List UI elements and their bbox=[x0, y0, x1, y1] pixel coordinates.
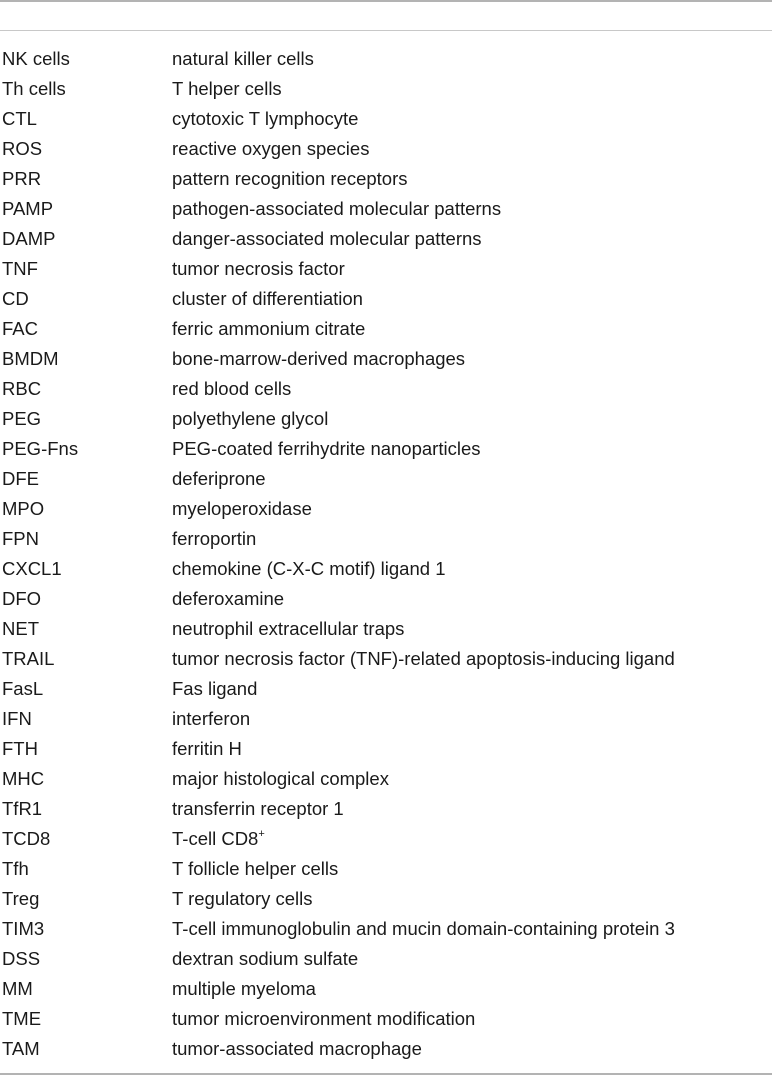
definition-text: tumor necrosis factor (TNF)-related apoptosis-inducing ligand bbox=[172, 648, 675, 669]
table-row bbox=[0, 164, 772, 194]
abbreviation-cell: CTL bbox=[2, 108, 37, 129]
definition-cell bbox=[172, 1034, 422, 1064]
table-row bbox=[0, 704, 772, 734]
definition-text: interferon bbox=[172, 708, 251, 729]
definition-text: deferiprone bbox=[172, 468, 266, 489]
definition-text: T follicle helper cells bbox=[172, 858, 339, 879]
definition-text: major histological complex bbox=[172, 768, 389, 789]
definition-cell bbox=[172, 614, 404, 644]
definition-text: pathogen-associated molecular patterns bbox=[172, 198, 502, 219]
definition-text: ferric ammonium citrate bbox=[172, 318, 366, 339]
definition-cell bbox=[172, 134, 369, 164]
definition-cell bbox=[172, 854, 338, 884]
abbreviation-cell: NK cells bbox=[2, 48, 70, 69]
definition-text: bone-marrow-derived macrophages bbox=[172, 348, 466, 369]
abbreviation-cell: RBC bbox=[2, 378, 42, 399]
definition-cell bbox=[172, 944, 358, 974]
table-row bbox=[0, 44, 772, 74]
definition-cell bbox=[172, 734, 242, 764]
table-row bbox=[0, 344, 772, 374]
abbreviation-cell: PEG bbox=[2, 408, 42, 429]
definition-cell bbox=[172, 284, 363, 314]
abbreviation-cell: ROS bbox=[2, 138, 43, 159]
definition-text: reactive oxygen species bbox=[172, 138, 370, 159]
table-row bbox=[0, 914, 772, 944]
definition-text: T-cell CD8 bbox=[172, 828, 259, 849]
abbreviation-cell: PEG-Fns bbox=[2, 438, 79, 459]
definition-text: T helper cells bbox=[172, 78, 282, 99]
definition-text: cluster of differentiation bbox=[172, 288, 363, 309]
definition-cell bbox=[172, 704, 250, 734]
definition-text: ferroportin bbox=[172, 528, 257, 549]
table-row bbox=[0, 854, 772, 884]
abbreviation-cell: MPO bbox=[2, 498, 45, 519]
abbreviation-cell: DSS bbox=[2, 948, 41, 969]
definition-cell bbox=[172, 794, 344, 824]
definition-text: PEG-coated ferrihydrite nanoparticles bbox=[172, 438, 481, 459]
table-row bbox=[0, 224, 772, 254]
definition-text: polyethylene glycol bbox=[172, 408, 329, 429]
definition-text: transferrin receptor 1 bbox=[172, 798, 344, 819]
definition-text: tumor-associated macrophage bbox=[172, 1038, 422, 1059]
table-row bbox=[0, 374, 772, 404]
definition-cell bbox=[172, 884, 313, 914]
definition-text: cytotoxic T lymphocyte bbox=[172, 108, 359, 129]
definition-cell bbox=[172, 584, 284, 614]
definition-cell bbox=[172, 104, 358, 134]
definition-cell bbox=[172, 224, 482, 254]
abbreviation-cell: MM bbox=[2, 978, 33, 999]
abbreviation-cell: Treg bbox=[2, 888, 40, 909]
definition-text: chemokine (C-X-C motif) ligand 1 bbox=[172, 558, 446, 579]
table-row bbox=[0, 524, 772, 554]
table-row bbox=[0, 74, 772, 104]
definition-text: danger-associated molecular patterns bbox=[172, 228, 482, 249]
definition-text: natural killer cells bbox=[172, 48, 314, 69]
abbreviation-cell: NET bbox=[2, 618, 39, 639]
definition-text: T-cell immunoglobulin and mucin domain-containing protein 3 bbox=[172, 918, 675, 939]
table-row bbox=[0, 314, 772, 344]
definition-text: deferoxamine bbox=[172, 588, 285, 609]
table-row bbox=[0, 944, 772, 974]
definition-text: tumor necrosis factor bbox=[172, 258, 345, 279]
abbreviation-cell: TME bbox=[2, 1008, 42, 1029]
definition-text: T regulatory cells bbox=[172, 888, 313, 909]
definition-cell bbox=[172, 824, 265, 854]
table-row bbox=[0, 1004, 772, 1034]
definition-cell bbox=[172, 404, 328, 434]
abbreviation-cell: Th cells bbox=[2, 78, 66, 99]
table-row bbox=[0, 884, 772, 914]
table-row bbox=[0, 584, 772, 614]
definition-cell bbox=[172, 644, 675, 674]
definition-text: red blood cells bbox=[172, 378, 292, 399]
definition-text: ferritin H bbox=[172, 738, 242, 759]
abbreviation-cell: FasL bbox=[2, 678, 44, 699]
table-row bbox=[0, 554, 772, 584]
table-bottom-rule bbox=[0, 1073, 772, 1075]
abbreviation-cell: TfR1 bbox=[2, 798, 43, 819]
table-row bbox=[0, 614, 772, 644]
definition-cell bbox=[172, 314, 365, 344]
definition-cell bbox=[172, 344, 465, 374]
table-row bbox=[0, 764, 772, 794]
abbreviation-table bbox=[0, 44, 772, 1064]
table-row bbox=[0, 284, 772, 314]
definition-cell bbox=[172, 674, 257, 704]
abbreviation-cell: TRAIL bbox=[2, 648, 55, 669]
table-row bbox=[0, 104, 772, 134]
abbreviation-cell: CD bbox=[2, 288, 29, 309]
abbreviation-cell: FAC bbox=[2, 318, 38, 339]
abbreviation-cell: CXCL1 bbox=[2, 558, 62, 579]
table-row bbox=[0, 134, 772, 164]
definition-superscript: + bbox=[258, 828, 265, 840]
table-header-rule bbox=[0, 30, 772, 31]
definition-cell bbox=[172, 44, 314, 74]
table-row bbox=[0, 494, 772, 524]
definition-cell bbox=[172, 434, 480, 464]
definition-cell bbox=[172, 494, 312, 524]
abbreviation-cell: MHC bbox=[2, 768, 45, 789]
definition-text: myeloperoxidase bbox=[172, 498, 312, 519]
table-row bbox=[0, 404, 772, 434]
abbreviation-cell: DFO bbox=[2, 588, 42, 609]
table-row bbox=[0, 824, 772, 854]
table-row bbox=[0, 974, 772, 1004]
abbreviation-cell: FTH bbox=[2, 738, 38, 759]
definition-cell bbox=[172, 464, 266, 494]
table-row bbox=[0, 794, 772, 824]
definition-cell bbox=[172, 164, 408, 194]
definition-cell bbox=[172, 194, 501, 224]
table-row bbox=[0, 1034, 772, 1064]
definition-text: multiple myeloma bbox=[172, 978, 316, 999]
definition-text: dextran sodium sulfate bbox=[172, 948, 359, 969]
table-row bbox=[0, 734, 772, 764]
definition-cell bbox=[172, 524, 256, 554]
definition-cell bbox=[172, 974, 316, 1004]
abbreviation-cell: DFE bbox=[2, 468, 39, 489]
table-row bbox=[0, 434, 772, 464]
abbreviation-cell: DAMP bbox=[2, 228, 56, 249]
table-row bbox=[0, 464, 772, 494]
abbreviation-cell: TNF bbox=[2, 258, 38, 279]
abbreviation-cell: BMDM bbox=[2, 348, 59, 369]
abbreviation-cell: IFN bbox=[2, 708, 32, 729]
definition-cell bbox=[172, 554, 445, 584]
definition-cell bbox=[172, 914, 675, 944]
definition-text: tumor microenvironment modification bbox=[172, 1008, 476, 1029]
abbreviation-cell: FPN bbox=[2, 528, 39, 549]
definition-cell bbox=[172, 74, 282, 104]
table-row bbox=[0, 674, 772, 704]
table-row bbox=[0, 254, 772, 284]
table-row bbox=[0, 194, 772, 224]
definition-cell bbox=[172, 254, 345, 284]
abbreviation-cell: TCD8 bbox=[2, 828, 51, 849]
abbreviation-cell: Tfh bbox=[2, 858, 29, 879]
table-row bbox=[0, 644, 772, 674]
definition-text: Fas ligand bbox=[172, 678, 258, 699]
abbreviation-cell: PRR bbox=[2, 168, 42, 189]
abbreviation-cell: TAM bbox=[2, 1038, 40, 1059]
abbreviation-cell: TIM3 bbox=[2, 918, 45, 939]
definition-cell bbox=[172, 1004, 475, 1034]
definition-text: neutrophil extracellular traps bbox=[172, 618, 405, 639]
definition-cell bbox=[172, 764, 389, 794]
table-top-rule bbox=[0, 0, 772, 2]
abbreviation-cell: PAMP bbox=[2, 198, 54, 219]
definition-cell bbox=[172, 374, 291, 404]
definition-text: pattern recognition receptors bbox=[172, 168, 408, 189]
